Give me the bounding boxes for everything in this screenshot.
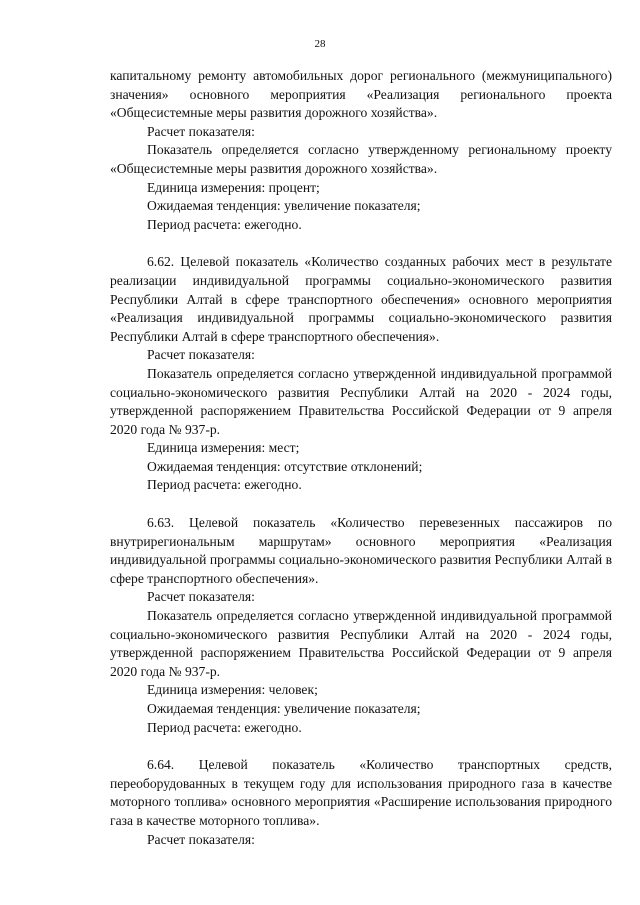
paragraph: Единица измерения: человек; xyxy=(147,682,318,698)
paragraph-spacer xyxy=(110,737,612,756)
paragraph: Ожидаемая тенденция: отсутствие отклонений; xyxy=(147,458,423,474)
paragraph: Период расчета: ежегодно. xyxy=(147,719,302,735)
paragraph: Период расчета: ежегодно. xyxy=(147,216,302,232)
paragraph: Ожидаемая тенденция: увеличение показателя; xyxy=(147,198,421,214)
paragraph: Расчет показателя: xyxy=(147,589,255,605)
paragraph: Расчет показателя: xyxy=(147,347,255,363)
paragraph: Показатель определяется согласно утвержденному региональному проекту «Общесистемные меры развития дорожного хозяйства». xyxy=(110,142,612,176)
paragraph: Единица измерения: мест; xyxy=(147,440,300,456)
paragraph: Расчет показателя: xyxy=(147,831,255,847)
paragraph: 6.62. Целевой показатель «Количество созданных рабочих мест в результате реализации индивидуальной программы социально-экономического развития Республики Алтай в сфере транспортного обеспечения» основного мероприятия «Реализация индивидуальной программы социально-экономического развития Республики Алтай в сфере транспортного обеспечения». xyxy=(110,254,612,344)
paragraph: Единица измерения: процент; xyxy=(147,179,320,195)
page-number: 28 xyxy=(314,38,326,50)
paragraph: Показатель определяется согласно утвержденной индивидуальной программой социально-экономического развития Республики Алтай на 2020 - 2024 годы, утвержденной распоряжением Правительства Российской Федерации от 9 апреля 2020 года № 937-р. xyxy=(110,365,612,437)
paragraph: капитальному ремонту автомобильных дорог регионального (межмуниципального) значения» основного мероприятия «Реализация регионального проекта «Общесистемные меры развития дорожного хозяйства». xyxy=(110,68,612,121)
document-body xyxy=(110,67,612,849)
paragraph: Расчет показателя: xyxy=(147,123,255,139)
paragraph: 6.64. Целевой показатель «Количество транспортных средств, переоборудованных в текущем году для использования природного газа в качестве моторного топлива» основного мероприятия «Расширение использования природного газа в качестве моторного топлива». xyxy=(110,757,612,828)
paragraph-spacer xyxy=(110,495,612,514)
paragraph: Ожидаемая тенденция: увеличение показателя; xyxy=(147,701,421,716)
paragraph: Период расчета: ежегодно. xyxy=(147,477,302,493)
paragraph: 6.63. Целевой показатель «Количество перевезенных пассажиров по внутрирегиональным маршрутам» основного мероприятия «Реализация индивидуальной программы социально-экономического развития Республики Алтай в сфере транспортного обеспечения». xyxy=(110,515,612,586)
paragraph: Показатель определяется согласно утвержденной индивидуальной программой социально-экономического развития Республики Алтай на 2020 - 2024 годы, утвержденной распоряжением Правительства Российской Федерации от 9 апреля 2020 года № 937-р. xyxy=(110,608,612,679)
paragraph-spacer xyxy=(110,234,612,253)
